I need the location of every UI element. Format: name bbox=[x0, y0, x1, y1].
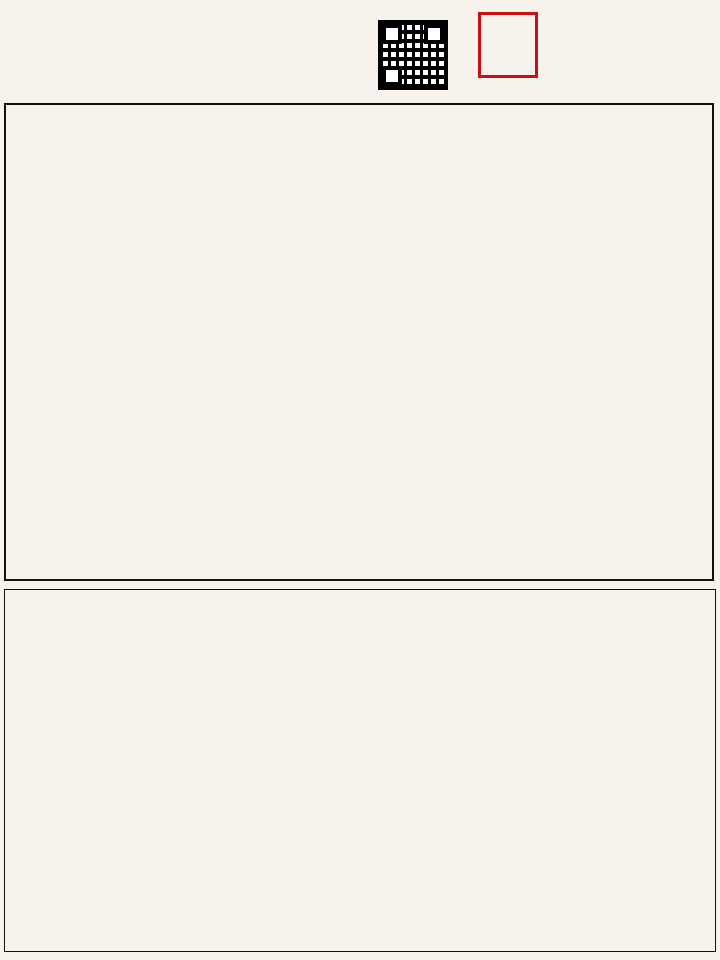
bazi-board bbox=[4, 103, 714, 581]
seal-logo bbox=[478, 12, 538, 78]
qr-code-icon[interactable] bbox=[378, 20, 448, 90]
annual-luck-table bbox=[4, 589, 716, 952]
